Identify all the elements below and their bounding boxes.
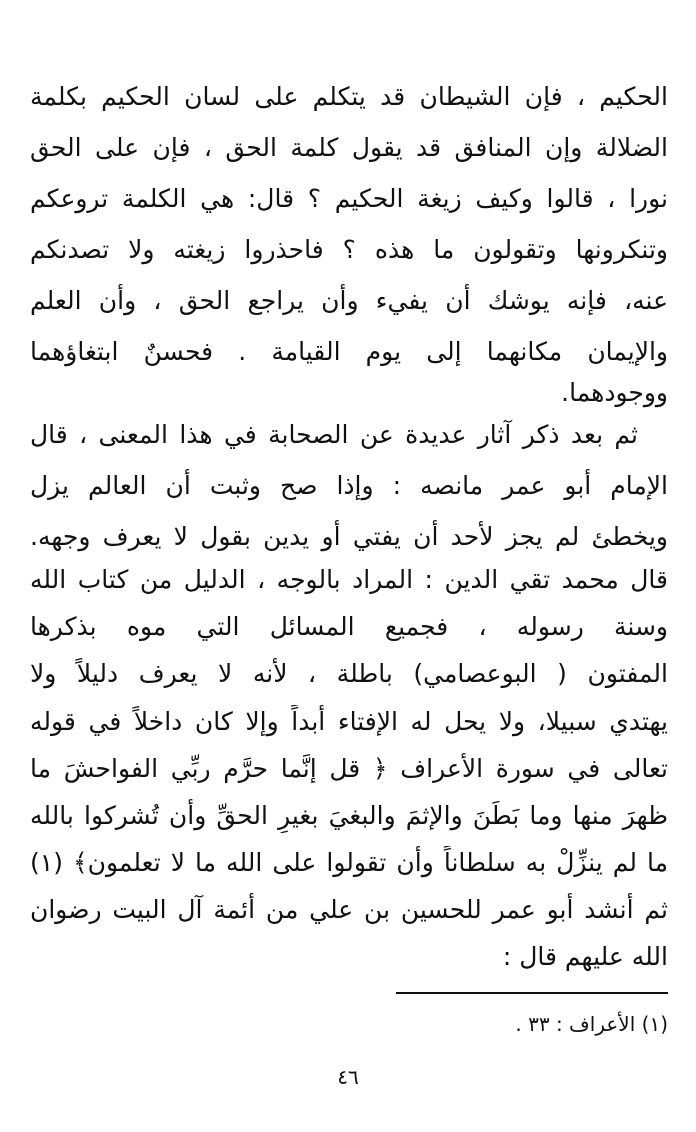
body-line-8: ثم بعد ذكر آثار عديدة عن الصحابة في هذا المعنى ، قال bbox=[30, 420, 638, 449]
body-line-4: وتنكرونها وتقولون ما هذه ؟ فاحذروا زيغته ولا تصدنكم bbox=[30, 235, 668, 264]
body-line-10: ويخطئ لم يجز لأحد أن يفتي أو يدين بقول لا يعرف وجهه. bbox=[30, 522, 668, 551]
body-line-1: الحكيم ، فإن الشيطان قد يتكلم على لسان الحكيم بكلمة bbox=[30, 82, 668, 111]
body-line-16: ظهرَ منها وما بَطَنَ والإثمَ والبغيَ بغيرِ الحقِّ وأن تُشركوا بالله bbox=[30, 801, 668, 830]
body-line-12: وسنة رسوله ، فجميع المسائل التي موه بذكرها bbox=[30, 612, 668, 641]
body-line-9: الإمام أبو عمر مانصه : وإذا صح وثبت أن العالم يزل bbox=[30, 471, 668, 500]
body-line-13: المفتون ( البوعصامي) باطلة ، لأنه لا يعرف دليلاً ولا bbox=[30, 659, 668, 688]
body-line-14: يهتدي سبيلا، ولا يحل له الإفتاء أبداً وإلا كان داخلاً في قوله bbox=[30, 707, 668, 736]
footnote: (١) الأعراف : ٣٣ . bbox=[515, 1012, 668, 1036]
body-line-6: والإيمان مكانهما إلى يوم القيامة . فحسنٌ ابتغاؤهما bbox=[30, 337, 668, 366]
body-line-3: نورا ، قالوا وكيف زيغة الحكيم ؟ قال: هي الكلمة تروعكم bbox=[30, 184, 668, 213]
body-line-11: قال محمد تقي الدين : المراد بالوجه ، الدليل من كتاب الله bbox=[30, 565, 668, 594]
body-line-18: ثم أنشد أبو عمر للحسين بن علي من أئمة آل البيت رضوان bbox=[30, 895, 668, 924]
body-line-19: الله عليهم قال : bbox=[502, 942, 668, 971]
body-line-15: تعالى في سورة الأعراف ﴿ قل إنَّما حرَّم ربِّي الفواحشَ ما bbox=[30, 754, 668, 783]
body-line-2: الضلالة وإن المنافق قد يقول كلمة الحق ، فإن على الحق bbox=[30, 133, 668, 162]
body-line-7: ووجودهما. bbox=[561, 378, 668, 407]
page-number: ٤٦ bbox=[337, 1065, 359, 1089]
body-line-17: ما لم ينزِّلْ به سلطاناً وأن تقولوا على الله ما لا تعلمون﴾ (١) bbox=[30, 848, 668, 877]
footnote-separator bbox=[396, 992, 668, 994]
body-line-5: عنه، فإنه يوشك أن يفيء وأن يراجع الحق ، وأن العلم bbox=[30, 286, 668, 315]
